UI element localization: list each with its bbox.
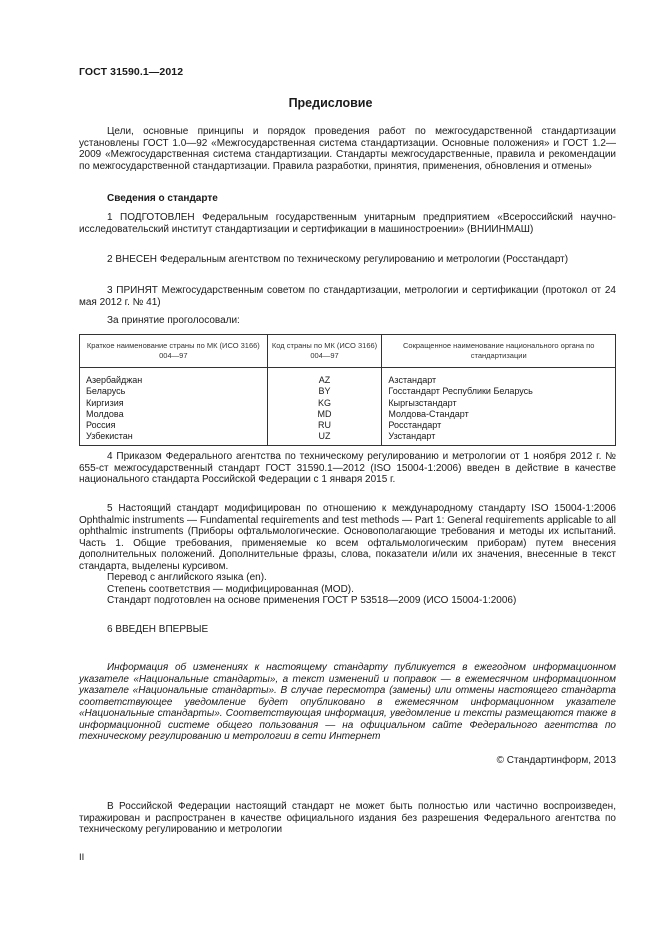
item-2 bbox=[79, 254, 616, 266]
item-4-text: 4 Приказом Федерального агентства по техническому регулированию и метрологии от 1 ноября 2012 г. № 655-ст межгосударственный стандарт ГОСТ 31590.1—2012 (ISO 15004-1:2006) введен в действие в качестве национального стандарта Российской Федерации с 1 января 2015 г. bbox=[79, 451, 616, 485]
cell-code: RU bbox=[267, 420, 382, 431]
item-3 bbox=[79, 285, 616, 308]
item-3-text: 3 ПРИНЯТ Межгосударственным советом по стандартизации, метрологии и сертификации (протокол от 24 мая 2012 г. № 41) bbox=[79, 285, 616, 308]
table-row bbox=[80, 398, 616, 409]
cell-body: Кыргызстандарт bbox=[382, 398, 616, 409]
about-heading: Сведения о стандарте bbox=[107, 193, 218, 204]
info-notice-text: Информация об изменениях к настоящему стандарту публикуется в ежегодном информационном указателе «Национальные стандарты», а текст изменений и поправок — в ежемесячном информационном указателе «Национальные стандарты». В случае пересмотра (замены) или отмены настоящего стандарта соответствующее уведомление будет опубликовано в ежемесячном информационном указателе «Национальные стандарты». Соответствующая информация, уведомление и тексты размещаются также в информационной системе общего пользования — на официальном сайте Федерального агентства по техническому регулированию и метрологии в сети Интернет bbox=[79, 662, 616, 742]
cell-body: Молдова-Стандарт bbox=[382, 409, 616, 420]
item-5-translation: Перевод с английского языка (en). bbox=[107, 572, 267, 583]
table-row bbox=[80, 409, 616, 420]
rights-notice-section bbox=[79, 801, 616, 836]
table-row bbox=[80, 431, 616, 445]
intro-section bbox=[79, 126, 616, 172]
table-header-row bbox=[80, 335, 616, 368]
page-title: Предисловие bbox=[288, 96, 373, 110]
cell-country: Узбекистан bbox=[80, 431, 268, 445]
item-4 bbox=[79, 451, 616, 486]
copyright-line: © Стандартинформ, 2013 bbox=[496, 755, 616, 766]
item-6 bbox=[79, 624, 616, 636]
table-row bbox=[80, 386, 616, 397]
intro-paragraph: Цели, основные принципы и порядок проведения работ по межгосударственной стандартизации установлены ГОСТ 1.0—92 «Межгосударственная система стандартизации. Основные положения» и ГОСТ 1.2—2009 «Межгосударственная система стандартизации. Стандарты межгосударственные, правила и рекомендации по межгосударственной стандартизации. Правила разработки, принятия, применения, обновления и отмены» bbox=[79, 126, 616, 172]
item-5 bbox=[79, 503, 616, 607]
cell-country: Киргизия bbox=[80, 398, 268, 409]
table-row bbox=[80, 368, 616, 387]
cell-code: AZ bbox=[267, 368, 382, 387]
col-header-country: Краткое наименование страны по МК (ИСО 3166) 004—97 bbox=[80, 335, 268, 368]
cell-code: KG bbox=[267, 398, 382, 409]
cell-body: Азстандарт bbox=[382, 368, 616, 387]
cell-body: Узстандарт bbox=[382, 431, 616, 445]
cell-body: Госстандарт Республики Беларусь bbox=[382, 386, 616, 397]
col-header-body: Сокращенное наименование национального органа по стандартизации bbox=[382, 335, 616, 368]
item-5-conformity: Степень соответствия — модифицированная (MOD). bbox=[107, 583, 354, 595]
cell-country: Беларусь bbox=[80, 386, 268, 397]
voted-label-block bbox=[79, 315, 616, 327]
item-6-text: 6 ВВЕДЕН ВПЕРВЫЕ bbox=[107, 624, 209, 635]
table-row bbox=[80, 420, 616, 431]
cell-country: Азербайджан bbox=[80, 368, 268, 387]
item-1-text: 1 ПОДГОТОВЛЕН Федеральным государственным унитарным предприятием «Всероссийский научно-исследовательский институт стандартизации и сертификации в машиностроении» (ВНИИНМАШ) bbox=[79, 212, 616, 235]
col-header-code: Код страны по МК (ИСО 3166) 004—97 bbox=[267, 335, 382, 368]
voting-table bbox=[79, 334, 616, 446]
cell-code: BY bbox=[267, 386, 382, 397]
standard-id-header: ГОСТ 31590.1—2012 bbox=[79, 66, 184, 78]
cell-code: MD bbox=[267, 409, 382, 420]
cell-body: Росстандарт bbox=[382, 420, 616, 431]
cell-country: Россия bbox=[80, 420, 268, 431]
item-2-text: 2 ВНЕСЕН Федеральным агентством по техническому регулированию и метрологии (Росстандарт) bbox=[107, 254, 569, 265]
page-number: II bbox=[79, 852, 85, 863]
about-section bbox=[79, 193, 616, 205]
item-5-basis: Стандарт подготовлен на основе применения ГОСТ Р 53518—2009 (ИСО 15004-1:2006) bbox=[107, 595, 517, 606]
item-5-text: 5 Настоящий стандарт модифицирован по отношению к международному стандарту ISO 15004-1:2006 Ophthalmic instruments — Fundamental requirements and test methods — Part 1: General requirements applicable to all ophthalmic instruments (Приборы офтальмологические. Основополагающие требования и методы их испытаний. Часть 1. Общие требования, применяемые ко всем офтальмологическим приборам) путем внесения дополнительных положений. Дополнительные фразы, слова, показатели и/или их значения, внесенные в текст стандарта, выделены курсивом. bbox=[79, 503, 616, 572]
item-1 bbox=[79, 212, 616, 235]
info-notice-section bbox=[79, 662, 616, 743]
rights-notice-text: В Российской Федерации настоящий стандарт не может быть полностью или частично воспроизведен, тиражирован и распространен в качестве официального издания без разрешения Федерального агентства по техническому регулированию и метрологии bbox=[79, 801, 616, 835]
voted-label: За принятие проголосовали: bbox=[107, 315, 240, 326]
cell-code: UZ bbox=[267, 431, 382, 445]
cell-country: Молдова bbox=[80, 409, 268, 420]
